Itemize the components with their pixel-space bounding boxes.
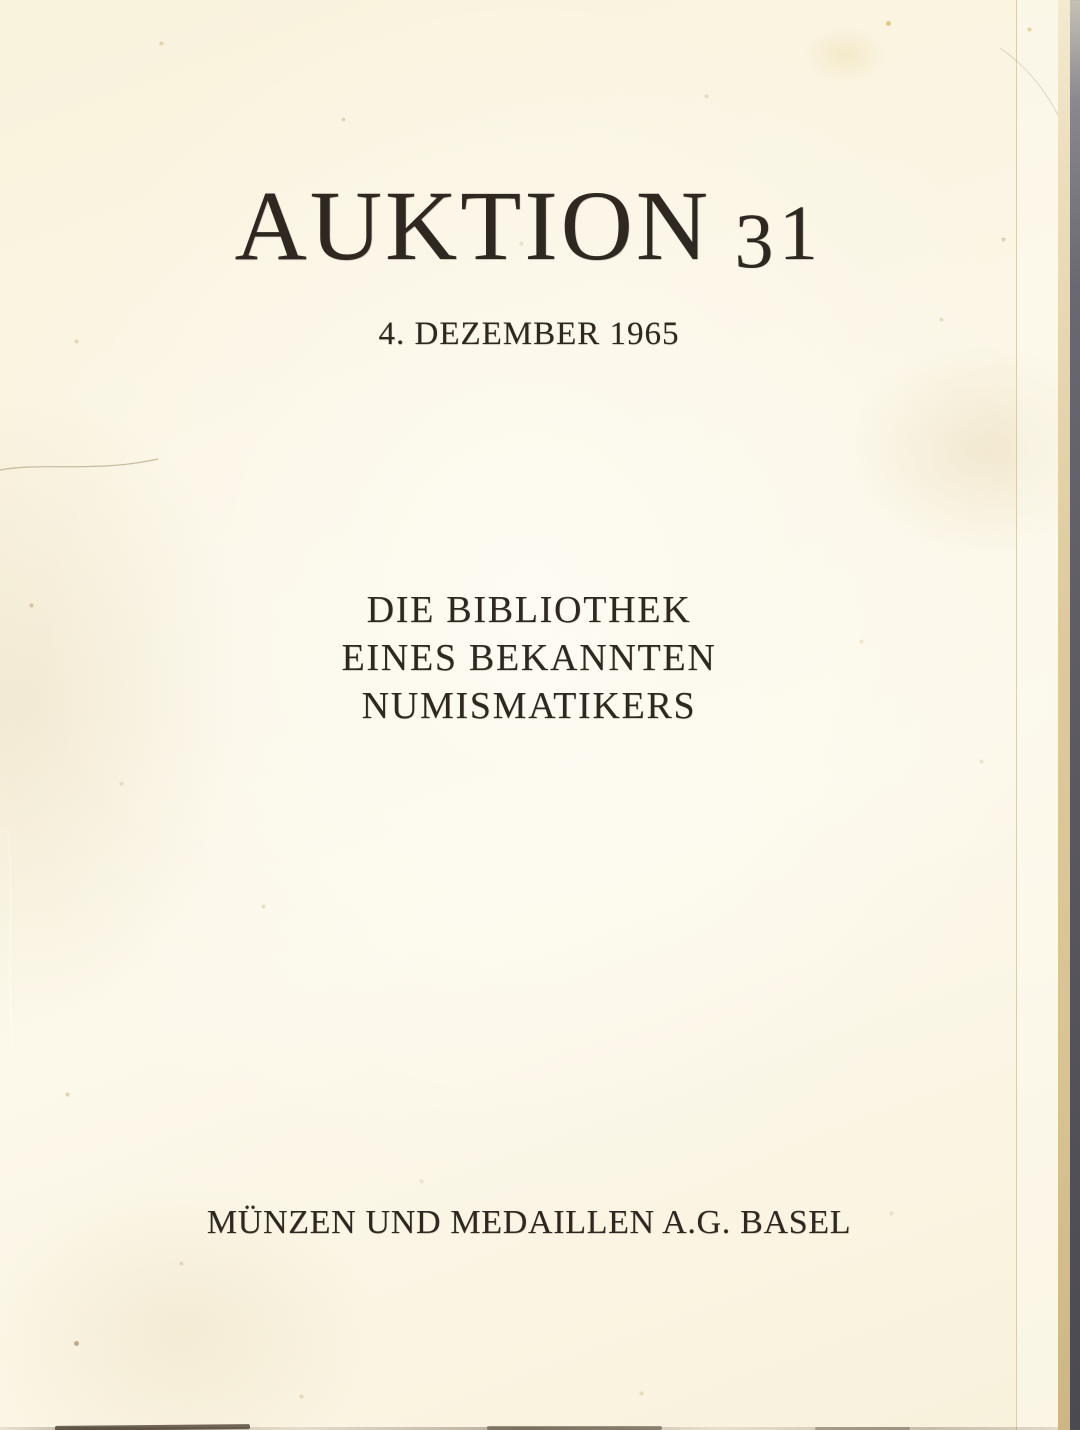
title-number-digit-3: 3: [734, 196, 779, 284]
page-stack-edge: [1056, 0, 1070, 1430]
catalog-title-word: AUKTION: [234, 170, 712, 281]
bottom-edge-smudge: [487, 1426, 662, 1430]
publisher-imprint: MÜNZEN UND MEDAILLEN A.G. BASEL: [206, 1204, 852, 1241]
subtitle-line-2: EINES BEKANNTEN: [341, 637, 717, 679]
paper-foxing-speckles: [0, 0, 3, 3]
bottom-edge-smudge: [55, 1424, 250, 1430]
catalog-title-number: [734, 189, 824, 284]
subtitle-line-1: DIE BIBLIOTHEK: [366, 589, 692, 631]
subtitle-line-3: NUMISMATIKERS: [361, 685, 697, 727]
subtitle-block: [0, 586, 1058, 730]
auction-date: 4. DEZEMBER 1965: [378, 316, 680, 352]
title-number-digit-1: 1: [778, 189, 824, 276]
catalog-title: [0, 170, 1058, 284]
